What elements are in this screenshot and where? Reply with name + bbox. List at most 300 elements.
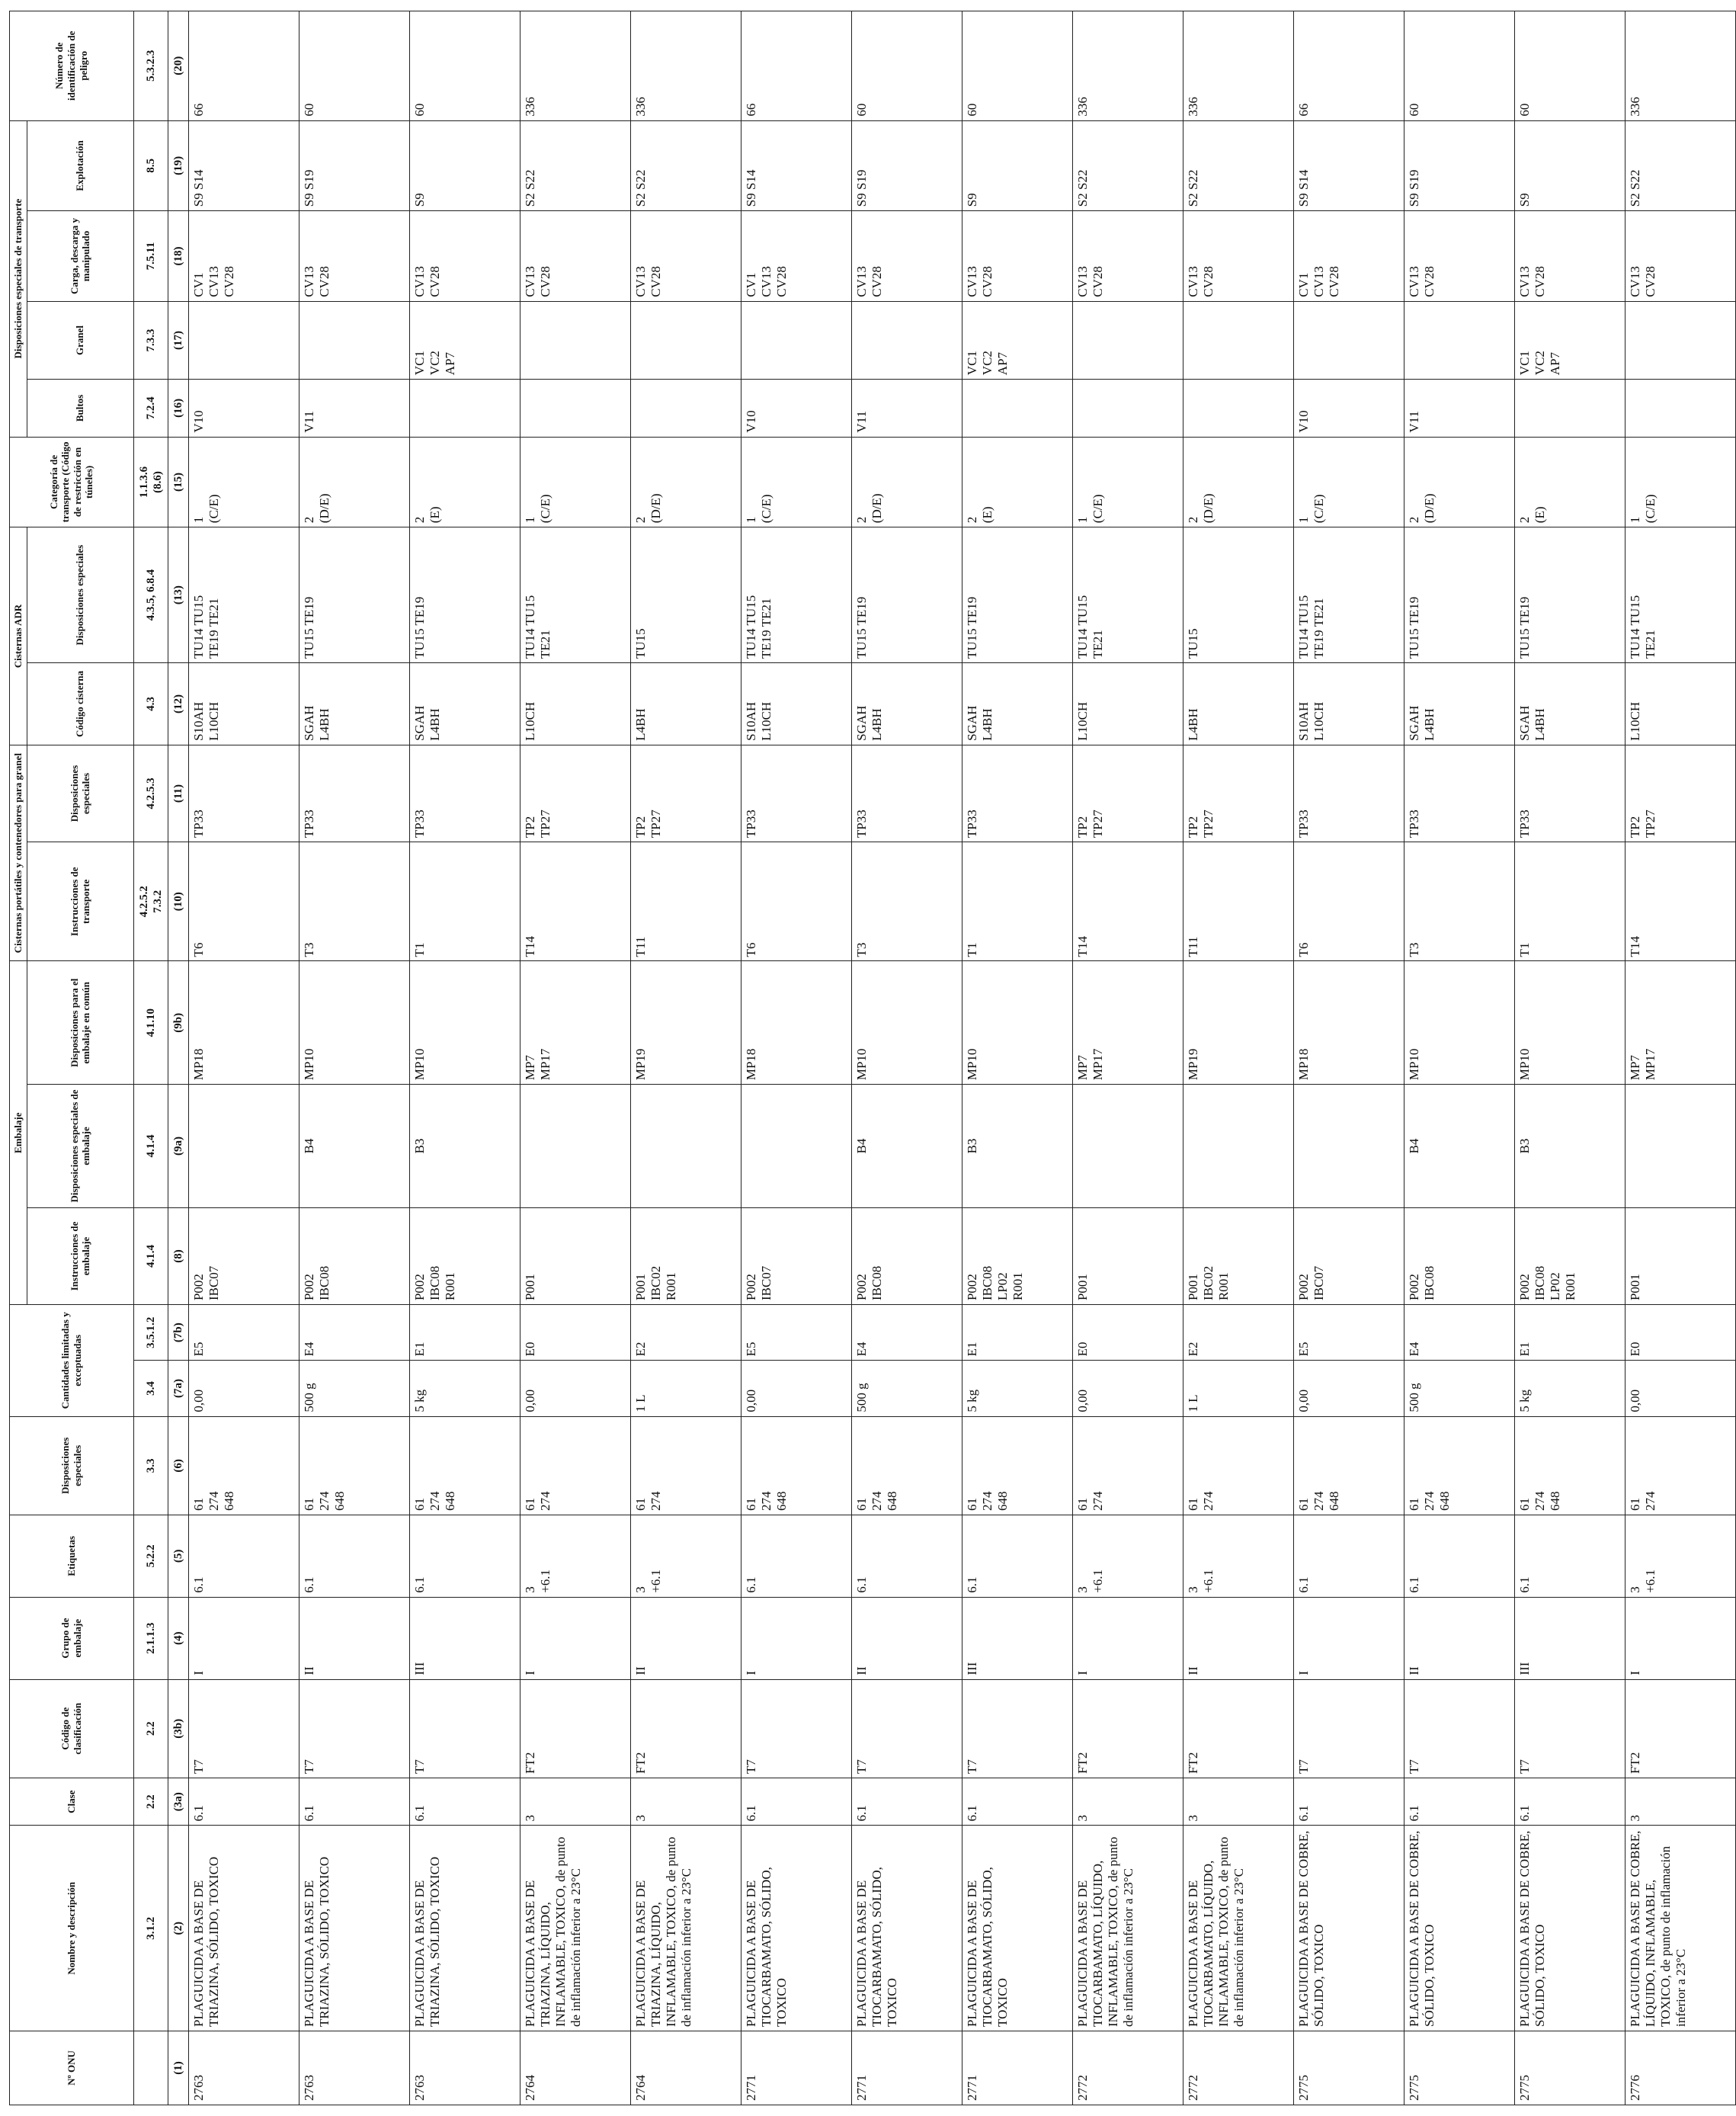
class-cell: 6.1 xyxy=(962,1778,1072,1826)
name-cell: PLAGUICIDA A BASE DE TIOCARBAMATO, LÍQUIDO, INFLAMABLE, TOXICO, de punto de inflamación inferior a 23°C xyxy=(1072,1826,1183,2031)
limited-qty-cell: 0,00 xyxy=(1072,1361,1183,1416)
name-cell: PLAGUICIDA A BASE DE TRIAZINA, SÓLIDO, TOXICO xyxy=(299,1826,409,2031)
packages-cell: V11 xyxy=(299,380,409,437)
packing-special-cell xyxy=(1293,1085,1404,1208)
un-number-cell: 2775 xyxy=(1514,2031,1625,2105)
packing-special-cell xyxy=(741,1085,851,1208)
bulk-cell xyxy=(1293,301,1404,379)
header-row-groups xyxy=(10,11,27,2105)
tank-code-cell: SGAH L4BH xyxy=(851,663,962,745)
header-tank-code: Código cisterna xyxy=(27,663,133,745)
table-row xyxy=(1183,11,1293,2105)
column-number-cell: (18) xyxy=(168,211,188,302)
table-row xyxy=(1293,11,1404,2105)
class-cell: 3 xyxy=(520,1778,630,1826)
portable-special-cell: TP33 xyxy=(299,745,409,842)
class-code-cell: FT2 xyxy=(630,1679,741,1778)
limited-qty-cell: 5 kg xyxy=(962,1361,1072,1416)
hazard-id-cell: 336 xyxy=(1625,11,1735,121)
tank-special-cell: TU15 TE19 xyxy=(409,527,520,663)
class-code-cell: T7 xyxy=(188,1679,299,1778)
header-name: Nombre y descripción xyxy=(10,1826,134,2031)
tank-code-cell: S10AH L10CH xyxy=(188,663,299,745)
reference-cell: 5.3.2.3 xyxy=(133,11,168,121)
header-packages: Bultos xyxy=(27,380,133,437)
packing-special-cell xyxy=(1072,1085,1183,1208)
column-number-cell: (10) xyxy=(168,842,188,961)
table-row xyxy=(962,11,1072,2105)
column-number-cell: (2) xyxy=(168,1826,188,2031)
packages-cell xyxy=(1625,380,1735,437)
header-portable-special: Disposiciones especiales xyxy=(27,745,133,842)
bulk-cell xyxy=(1625,301,1735,379)
loading-cell: CV1 CV13 CV28 xyxy=(1293,211,1404,302)
reference-cell: 3.3 xyxy=(133,1416,168,1515)
reference-cell: 4.2.5.2 7.3.2 xyxy=(133,842,168,961)
portable-instructions-cell: T1 xyxy=(409,842,520,961)
operation-cell: S9 S14 xyxy=(1293,120,1404,211)
un-number-cell: 2775 xyxy=(1404,2031,1514,2105)
mixed-packing-cell: MP7 MP17 xyxy=(520,961,630,1085)
packing-group-cell: I xyxy=(1293,1597,1404,1679)
column-number-cell: (17) xyxy=(168,301,188,379)
portable-special-cell: TP33 xyxy=(188,745,299,842)
portable-special-cell: TP33 xyxy=(962,745,1072,842)
name-cell: PLAGUICIDA A BASE DE TRIAZINA, LÍQUIDO, INFLAMABLE, TOXICO, de punto de inflamación inferior a 23°C xyxy=(630,1826,741,2031)
operation-cell: S2 S22 xyxy=(630,120,741,211)
portable-instructions-cell: T1 xyxy=(1514,842,1625,961)
tank-code-cell: SGAH L4BH xyxy=(962,663,1072,745)
limited-qty-cell: 0,00 xyxy=(1293,1361,1404,1416)
table-row xyxy=(851,11,962,2105)
class-cell: 6.1 xyxy=(188,1778,299,1826)
class-cell: 6.1 xyxy=(851,1778,962,1826)
packing-instructions-cell: P002 IBC08 xyxy=(299,1207,409,1304)
packing-special-cell: B3 xyxy=(1514,1085,1625,1208)
column-number-cell: (6) xyxy=(168,1416,188,1515)
special-provisions-cell: 61 274 xyxy=(630,1416,741,1515)
packing-instructions-cell: P002 IBC08 R001 xyxy=(409,1207,520,1304)
mixed-packing-cell: MP18 xyxy=(741,961,851,1085)
tank-special-cell: TU14 TU15 TE21 xyxy=(1072,527,1183,663)
class-code-cell: FT2 xyxy=(1072,1679,1183,1778)
operation-cell: S9 xyxy=(409,120,520,211)
bulk-cell xyxy=(188,301,299,379)
reference-cell: 2.2 xyxy=(133,1778,168,1826)
tank-special-cell: TU14 TU15 TE19 TE21 xyxy=(741,527,851,663)
labels-cell: 6.1 xyxy=(299,1515,409,1598)
packing-group-cell: III xyxy=(1514,1597,1625,1679)
column-number-cell: (11) xyxy=(168,745,188,842)
reference-cell: 7.2.4 xyxy=(133,380,168,437)
labels-cell: 3 +6.1 xyxy=(1183,1515,1293,1598)
labels-cell: 6.1 xyxy=(741,1515,851,1598)
packing-instructions-cell: P002 IBC08 xyxy=(851,1207,962,1304)
loading-cell: CV1 CV13 CV28 xyxy=(188,211,299,302)
portable-special-cell: TP33 xyxy=(851,745,962,842)
packages-cell xyxy=(1183,380,1293,437)
excepted-qty-cell: E5 xyxy=(188,1305,299,1361)
class-cell: 6.1 xyxy=(409,1778,520,1826)
transport-category-cell: 1 (C/E) xyxy=(1072,437,1183,527)
portable-instructions-cell: T14 xyxy=(1625,842,1735,961)
special-provisions-cell: 61 274 648 xyxy=(1404,1416,1514,1515)
portable-special-cell: TP2 TP27 xyxy=(520,745,630,842)
special-provisions-cell: 61 274 648 xyxy=(741,1416,851,1515)
reference-cell: 4.1.4 xyxy=(133,1207,168,1304)
un-number-cell: 2763 xyxy=(409,2031,520,2105)
tank-special-cell: TU15 TE19 xyxy=(1514,527,1625,663)
operation-cell: S9 xyxy=(1514,120,1625,211)
operation-cell: S9 S19 xyxy=(1404,120,1514,211)
limited-qty-cell: 5 kg xyxy=(409,1361,520,1416)
transport-category-cell: 2 (D/E) xyxy=(630,437,741,527)
bulk-cell xyxy=(1072,301,1183,379)
packing-group-cell: II xyxy=(1183,1597,1293,1679)
portable-instructions-cell: T3 xyxy=(299,842,409,961)
name-cell: PLAGUICIDA A BASE DE COBRE, LÍQUIDO, INFLAMABLE, TOXICO, de punto de inflamación inferior a 23°C xyxy=(1625,1826,1735,2031)
column-number-cell: (13) xyxy=(168,527,188,663)
header-class-code: Código de clasificación xyxy=(10,1679,134,1778)
portable-special-cell: TP2 TP27 xyxy=(630,745,741,842)
class-code-cell: T7 xyxy=(299,1679,409,1778)
transport-category-cell: 1 (C/E) xyxy=(520,437,630,527)
table-row xyxy=(630,11,741,2105)
packing-instructions-cell: P001 xyxy=(1072,1207,1183,1304)
hazard-id-cell: 336 xyxy=(520,11,630,121)
limited-qty-cell: 1 L xyxy=(1183,1361,1293,1416)
transport-category-cell: 2 (D/E) xyxy=(1183,437,1293,527)
packing-instructions-cell: P001 IBC02 R001 xyxy=(1183,1207,1293,1304)
operation-cell: S9 xyxy=(962,120,1072,211)
portable-instructions-cell: T14 xyxy=(1072,842,1183,961)
labels-cell: 6.1 xyxy=(188,1515,299,1598)
operation-cell: S2 S22 xyxy=(1183,120,1293,211)
hazard-id-cell: 66 xyxy=(1293,11,1404,121)
packing-special-cell xyxy=(188,1085,299,1208)
column-number-cell: (4) xyxy=(168,1597,188,1679)
table-body xyxy=(188,11,1735,2105)
packing-special-cell xyxy=(1183,1085,1293,1208)
excepted-qty-cell: E0 xyxy=(1072,1305,1183,1361)
excepted-qty-cell: E0 xyxy=(520,1305,630,1361)
portable-special-cell: TP2 TP27 xyxy=(1072,745,1183,842)
header-un-no: Nº ONU xyxy=(10,2031,134,2105)
transport-category-cell: 1 (C/E) xyxy=(1293,437,1404,527)
tank-code-cell: L10CH xyxy=(1625,663,1735,745)
header-transport-category: Categoría de transporte (Código de restricción en túneles) xyxy=(10,437,134,527)
loading-cell: CV13 CV28 xyxy=(409,211,520,302)
loading-cell: CV13 CV28 xyxy=(299,211,409,302)
name-cell: PLAGUICIDA A BASE DE TRIAZINA, LÍQUIDO, INFLAMABLE, TOXICO, de punto de inflamación inferior a 23°C xyxy=(520,1826,630,2031)
packages-cell: V10 xyxy=(1293,380,1404,437)
excepted-qty-cell: E1 xyxy=(409,1305,520,1361)
table-row xyxy=(1072,11,1183,2105)
packing-group-cell: I xyxy=(1072,1597,1183,1679)
bulk-cell xyxy=(851,301,962,379)
packing-special-cell: B4 xyxy=(851,1085,962,1208)
labels-cell: 6.1 xyxy=(1293,1515,1404,1598)
labels-cell: 6.1 xyxy=(962,1515,1072,1598)
packing-instructions-cell: P001 xyxy=(1625,1207,1735,1304)
class-cell: 3 xyxy=(630,1778,741,1826)
hazard-id-cell: 60 xyxy=(962,11,1072,121)
special-provisions-cell: 61 274 xyxy=(1072,1416,1183,1515)
operation-cell: S2 S22 xyxy=(520,120,630,211)
dangerous-goods-table xyxy=(9,11,1736,2105)
tank-code-cell: SGAH L4BH xyxy=(299,663,409,745)
tank-special-cell: TU15 xyxy=(630,527,741,663)
reference-cell: 4.2.5.3 xyxy=(133,745,168,842)
loading-cell: CV13 CV28 xyxy=(1072,211,1183,302)
portable-special-cell: TP2 TP27 xyxy=(1625,745,1735,842)
transport-category-cell: 2 (D/E) xyxy=(851,437,962,527)
labels-cell: 6.1 xyxy=(409,1515,520,1598)
un-number-cell: 2763 xyxy=(299,2031,409,2105)
packing-group-cell: I xyxy=(188,1597,299,1679)
header-bulk: Granel xyxy=(27,301,133,379)
labels-cell: 6.1 xyxy=(851,1515,962,1598)
special-provisions-cell: 61 274 xyxy=(1625,1416,1735,1515)
portable-instructions-cell: T6 xyxy=(741,842,851,961)
name-cell: PLAGUICIDA A BASE DE TIOCARBAMATO, SÓLIDO, TOXICO xyxy=(741,1826,851,2031)
hazard-id-cell: 60 xyxy=(851,11,962,121)
bulk-cell xyxy=(520,301,630,379)
header-row-column-numbers xyxy=(168,11,188,2105)
special-provisions-cell: 61 274 648 xyxy=(409,1416,520,1515)
packing-group-cell: III xyxy=(409,1597,520,1679)
class-code-cell: T7 xyxy=(962,1679,1072,1778)
special-provisions-cell: 61 274 648 xyxy=(1514,1416,1625,1515)
header-mixed-packing: Disposiciones para el embalaje en común xyxy=(27,961,133,1085)
class-code-cell: T7 xyxy=(741,1679,851,1778)
header-adr-tanks: Cisternas ADR xyxy=(10,527,27,745)
header-labels: Etiquetas xyxy=(10,1515,134,1598)
class-code-cell: T7 xyxy=(1404,1679,1514,1778)
portable-instructions-cell: T11 xyxy=(630,842,741,961)
packages-cell: V10 xyxy=(741,380,851,437)
packing-special-cell xyxy=(630,1085,741,1208)
column-number-cell: (3b) xyxy=(168,1679,188,1778)
loading-cell: CV13 CV28 xyxy=(630,211,741,302)
hazard-id-cell: 66 xyxy=(188,11,299,121)
column-number-cell: (5) xyxy=(168,1515,188,1598)
labels-cell: 6.1 xyxy=(1514,1515,1625,1598)
tank-special-cell: TU15 TE19 xyxy=(851,527,962,663)
reference-cell: 2.2 xyxy=(133,1679,168,1778)
hazard-id-cell: 60 xyxy=(299,11,409,121)
table-row xyxy=(1514,11,1625,2105)
column-number-cell: (9b) xyxy=(168,961,188,1085)
portable-special-cell: TP2 TP27 xyxy=(1183,745,1293,842)
packing-special-cell xyxy=(1625,1085,1735,1208)
table-row xyxy=(299,11,409,2105)
column-number-cell: (1) xyxy=(168,2031,188,2105)
portable-special-cell: TP33 xyxy=(1514,745,1625,842)
name-cell: PLAGUICIDA A BASE DE TIOCARBAMATO, SÓLIDO, TOXICO xyxy=(962,1826,1072,2031)
portable-instructions-cell: T1 xyxy=(962,842,1072,961)
column-number-cell: (9a) xyxy=(168,1085,188,1208)
labels-cell: 3 +6.1 xyxy=(1625,1515,1735,1598)
portable-special-cell: TP33 xyxy=(1293,745,1404,842)
hazard-id-cell: 336 xyxy=(630,11,741,121)
packages-cell xyxy=(962,380,1072,437)
loading-cell: CV13 CV28 xyxy=(520,211,630,302)
limited-qty-cell: 0,00 xyxy=(741,1361,851,1416)
hazard-id-cell: 60 xyxy=(1514,11,1625,121)
limited-qty-cell: 0,00 xyxy=(1625,1361,1735,1416)
tank-special-cell: TU14 TU15 TE21 xyxy=(1625,527,1735,663)
name-cell: PLAGUICIDA A BASE DE TRIAZINA, SÓLIDO, TOXICO xyxy=(409,1826,520,2031)
loading-cell: CV13 CV28 xyxy=(851,211,962,302)
reference-cell: 1.1.3.6 (8.6) xyxy=(133,437,168,527)
tank-code-cell: SGAH L4BH xyxy=(409,663,520,745)
loading-cell: CV13 CV28 xyxy=(1625,211,1735,302)
limited-qty-cell: 0,00 xyxy=(520,1361,630,1416)
packing-instructions-cell: P001 xyxy=(520,1207,630,1304)
reference-cell: 3.5.1.2 xyxy=(133,1305,168,1361)
tank-special-cell: TU15 xyxy=(1183,527,1293,663)
labels-cell: 3 +6.1 xyxy=(1072,1515,1183,1598)
reference-cell: 4.1.4 xyxy=(133,1085,168,1208)
header-tank-special: Disposiciones especiales xyxy=(27,527,133,663)
packing-special-cell: B4 xyxy=(299,1085,409,1208)
packing-group-cell: II xyxy=(851,1597,962,1679)
tank-code-cell: SGAH L4BH xyxy=(1404,663,1514,745)
hazard-id-cell: 60 xyxy=(1404,11,1514,121)
reference-cell: 7.3.3 xyxy=(133,301,168,379)
header-hazard-id: Número de identificación de peligro xyxy=(10,11,134,121)
labels-cell: 3 +6.1 xyxy=(630,1515,741,1598)
table-row xyxy=(409,11,520,2105)
column-number-cell: (19) xyxy=(168,120,188,211)
portable-special-cell: TP33 xyxy=(1404,745,1514,842)
portable-instructions-cell: T11 xyxy=(1183,842,1293,961)
loading-cell: CV13 CV28 xyxy=(962,211,1072,302)
table-row xyxy=(188,11,299,2105)
limited-qty-cell: 1 L xyxy=(630,1361,741,1416)
class-code-cell: T7 xyxy=(409,1679,520,1778)
packages-cell xyxy=(409,380,520,437)
name-cell: PLAGUICIDA A BASE DE TIOCARBAMATO, LÍQUIDO, INFLAMABLE, TOXICO, de punto de inflamación inferior a 23°C xyxy=(1183,1826,1293,2031)
packing-group-cell: I xyxy=(1625,1597,1735,1679)
hazard-id-cell: 66 xyxy=(741,11,851,121)
portable-instructions-cell: T3 xyxy=(851,842,962,961)
excepted-qty-cell: E4 xyxy=(851,1305,962,1361)
loading-cell: CV13 CV28 xyxy=(1183,211,1293,302)
reference-cell xyxy=(133,2031,168,2105)
header-loading: Carga, descarga y manipulado xyxy=(27,211,133,302)
portable-special-cell: TP33 xyxy=(741,745,851,842)
excepted-qty-cell: E1 xyxy=(1514,1305,1625,1361)
packages-cell: V10 xyxy=(188,380,299,437)
tank-code-cell: L4BH xyxy=(1183,663,1293,745)
bulk-cell: VC1 VC2 AP7 xyxy=(1514,301,1625,379)
packing-group-cell: I xyxy=(741,1597,851,1679)
un-number-cell: 2776 xyxy=(1625,2031,1735,2105)
reference-cell: 4.3 xyxy=(133,663,168,745)
packing-special-cell: B3 xyxy=(409,1085,520,1208)
column-number-cell: (12) xyxy=(168,663,188,745)
special-provisions-cell: 61 274 xyxy=(520,1416,630,1515)
bulk-cell xyxy=(741,301,851,379)
packages-cell: V11 xyxy=(1404,380,1514,437)
table-row xyxy=(1625,11,1735,2105)
header-packing-instructions: Instrucciones de embalaje xyxy=(27,1207,133,1304)
labels-cell: 3 +6.1 xyxy=(520,1515,630,1598)
loading-cell: CV13 CV28 xyxy=(1404,211,1514,302)
transport-category-cell: 1 (C/E) xyxy=(1625,437,1735,527)
hazard-id-cell: 60 xyxy=(409,11,520,121)
bulk-cell: VC1 VC2 AP7 xyxy=(962,301,1072,379)
packing-group-cell: II xyxy=(299,1597,409,1679)
packing-instructions-cell: P002 IBC07 xyxy=(188,1207,299,1304)
un-number-cell: 2775 xyxy=(1293,2031,1404,2105)
packages-cell xyxy=(630,380,741,437)
name-cell: PLAGUICIDA A BASE DE COBRE, SÓLIDO, TOXICO xyxy=(1404,1826,1514,2031)
table-row xyxy=(741,11,851,2105)
name-cell: PLAGUICIDA A BASE DE COBRE, SÓLIDO, TOXICO xyxy=(1293,1826,1404,2031)
limited-qty-cell: 0,00 xyxy=(188,1361,299,1416)
column-number-cell: (15) xyxy=(168,437,188,527)
excepted-qty-cell: E4 xyxy=(1404,1305,1514,1361)
transport-category-cell: 1 (C/E) xyxy=(188,437,299,527)
mixed-packing-cell: MP10 xyxy=(1404,961,1514,1085)
header-class: Clase xyxy=(10,1778,134,1826)
operation-cell: S2 S22 xyxy=(1072,120,1183,211)
hazard-id-cell: 336 xyxy=(1072,11,1183,121)
mixed-packing-cell: MP19 xyxy=(630,961,741,1085)
class-cell: 3 xyxy=(1625,1778,1735,1826)
tank-special-cell: TU14 TU15 TE19 TE21 xyxy=(188,527,299,663)
special-provisions-cell: 61 274 xyxy=(1183,1416,1293,1515)
special-provisions-cell: 61 274 648 xyxy=(1293,1416,1404,1515)
header-packing-special: Disposiciones especiales de embalaje xyxy=(27,1085,133,1208)
mixed-packing-cell: MP10 xyxy=(851,961,962,1085)
header-special-transport: Disposiciones especiales de transporte xyxy=(10,120,27,437)
packages-cell xyxy=(1514,380,1625,437)
class-code-cell: T7 xyxy=(1293,1679,1404,1778)
excepted-qty-cell: E0 xyxy=(1625,1305,1735,1361)
header-packaging: Embalaje xyxy=(10,961,27,1305)
mixed-packing-cell: MP10 xyxy=(299,961,409,1085)
un-number-cell: 2763 xyxy=(188,2031,299,2105)
class-code-cell: T7 xyxy=(851,1679,962,1778)
transport-category-cell: 2 (E) xyxy=(409,437,520,527)
un-number-cell: 2771 xyxy=(962,2031,1072,2105)
class-cell: 3 xyxy=(1072,1778,1183,1826)
transport-category-cell: 2 (E) xyxy=(962,437,1072,527)
transport-category-cell: 2 (E) xyxy=(1514,437,1625,527)
un-number-cell: 2772 xyxy=(1183,2031,1293,2105)
mixed-packing-cell: MP10 xyxy=(1514,961,1625,1085)
reference-cell: 8.5 xyxy=(133,120,168,211)
class-code-cell: T7 xyxy=(1514,1679,1625,1778)
packing-instructions-cell: P002 IBC07 xyxy=(1293,1207,1404,1304)
portable-special-cell: TP33 xyxy=(409,745,520,842)
class-code-cell: FT2 xyxy=(520,1679,630,1778)
un-number-cell: 2771 xyxy=(851,2031,962,2105)
un-number-cell: 2771 xyxy=(741,2031,851,2105)
reference-cell: 4.1.10 xyxy=(133,961,168,1085)
column-number-cell: (3a) xyxy=(168,1778,188,1826)
limited-qty-cell: 5 kg xyxy=(1514,1361,1625,1416)
bulk-cell xyxy=(1404,301,1514,379)
reference-cell: 2.1.1.3 xyxy=(133,1597,168,1679)
header-row-references xyxy=(133,11,168,2105)
packing-instructions-cell: P002 IBC08 LP02 R001 xyxy=(962,1207,1072,1304)
mixed-packing-cell: MP7 MP17 xyxy=(1072,961,1183,1085)
